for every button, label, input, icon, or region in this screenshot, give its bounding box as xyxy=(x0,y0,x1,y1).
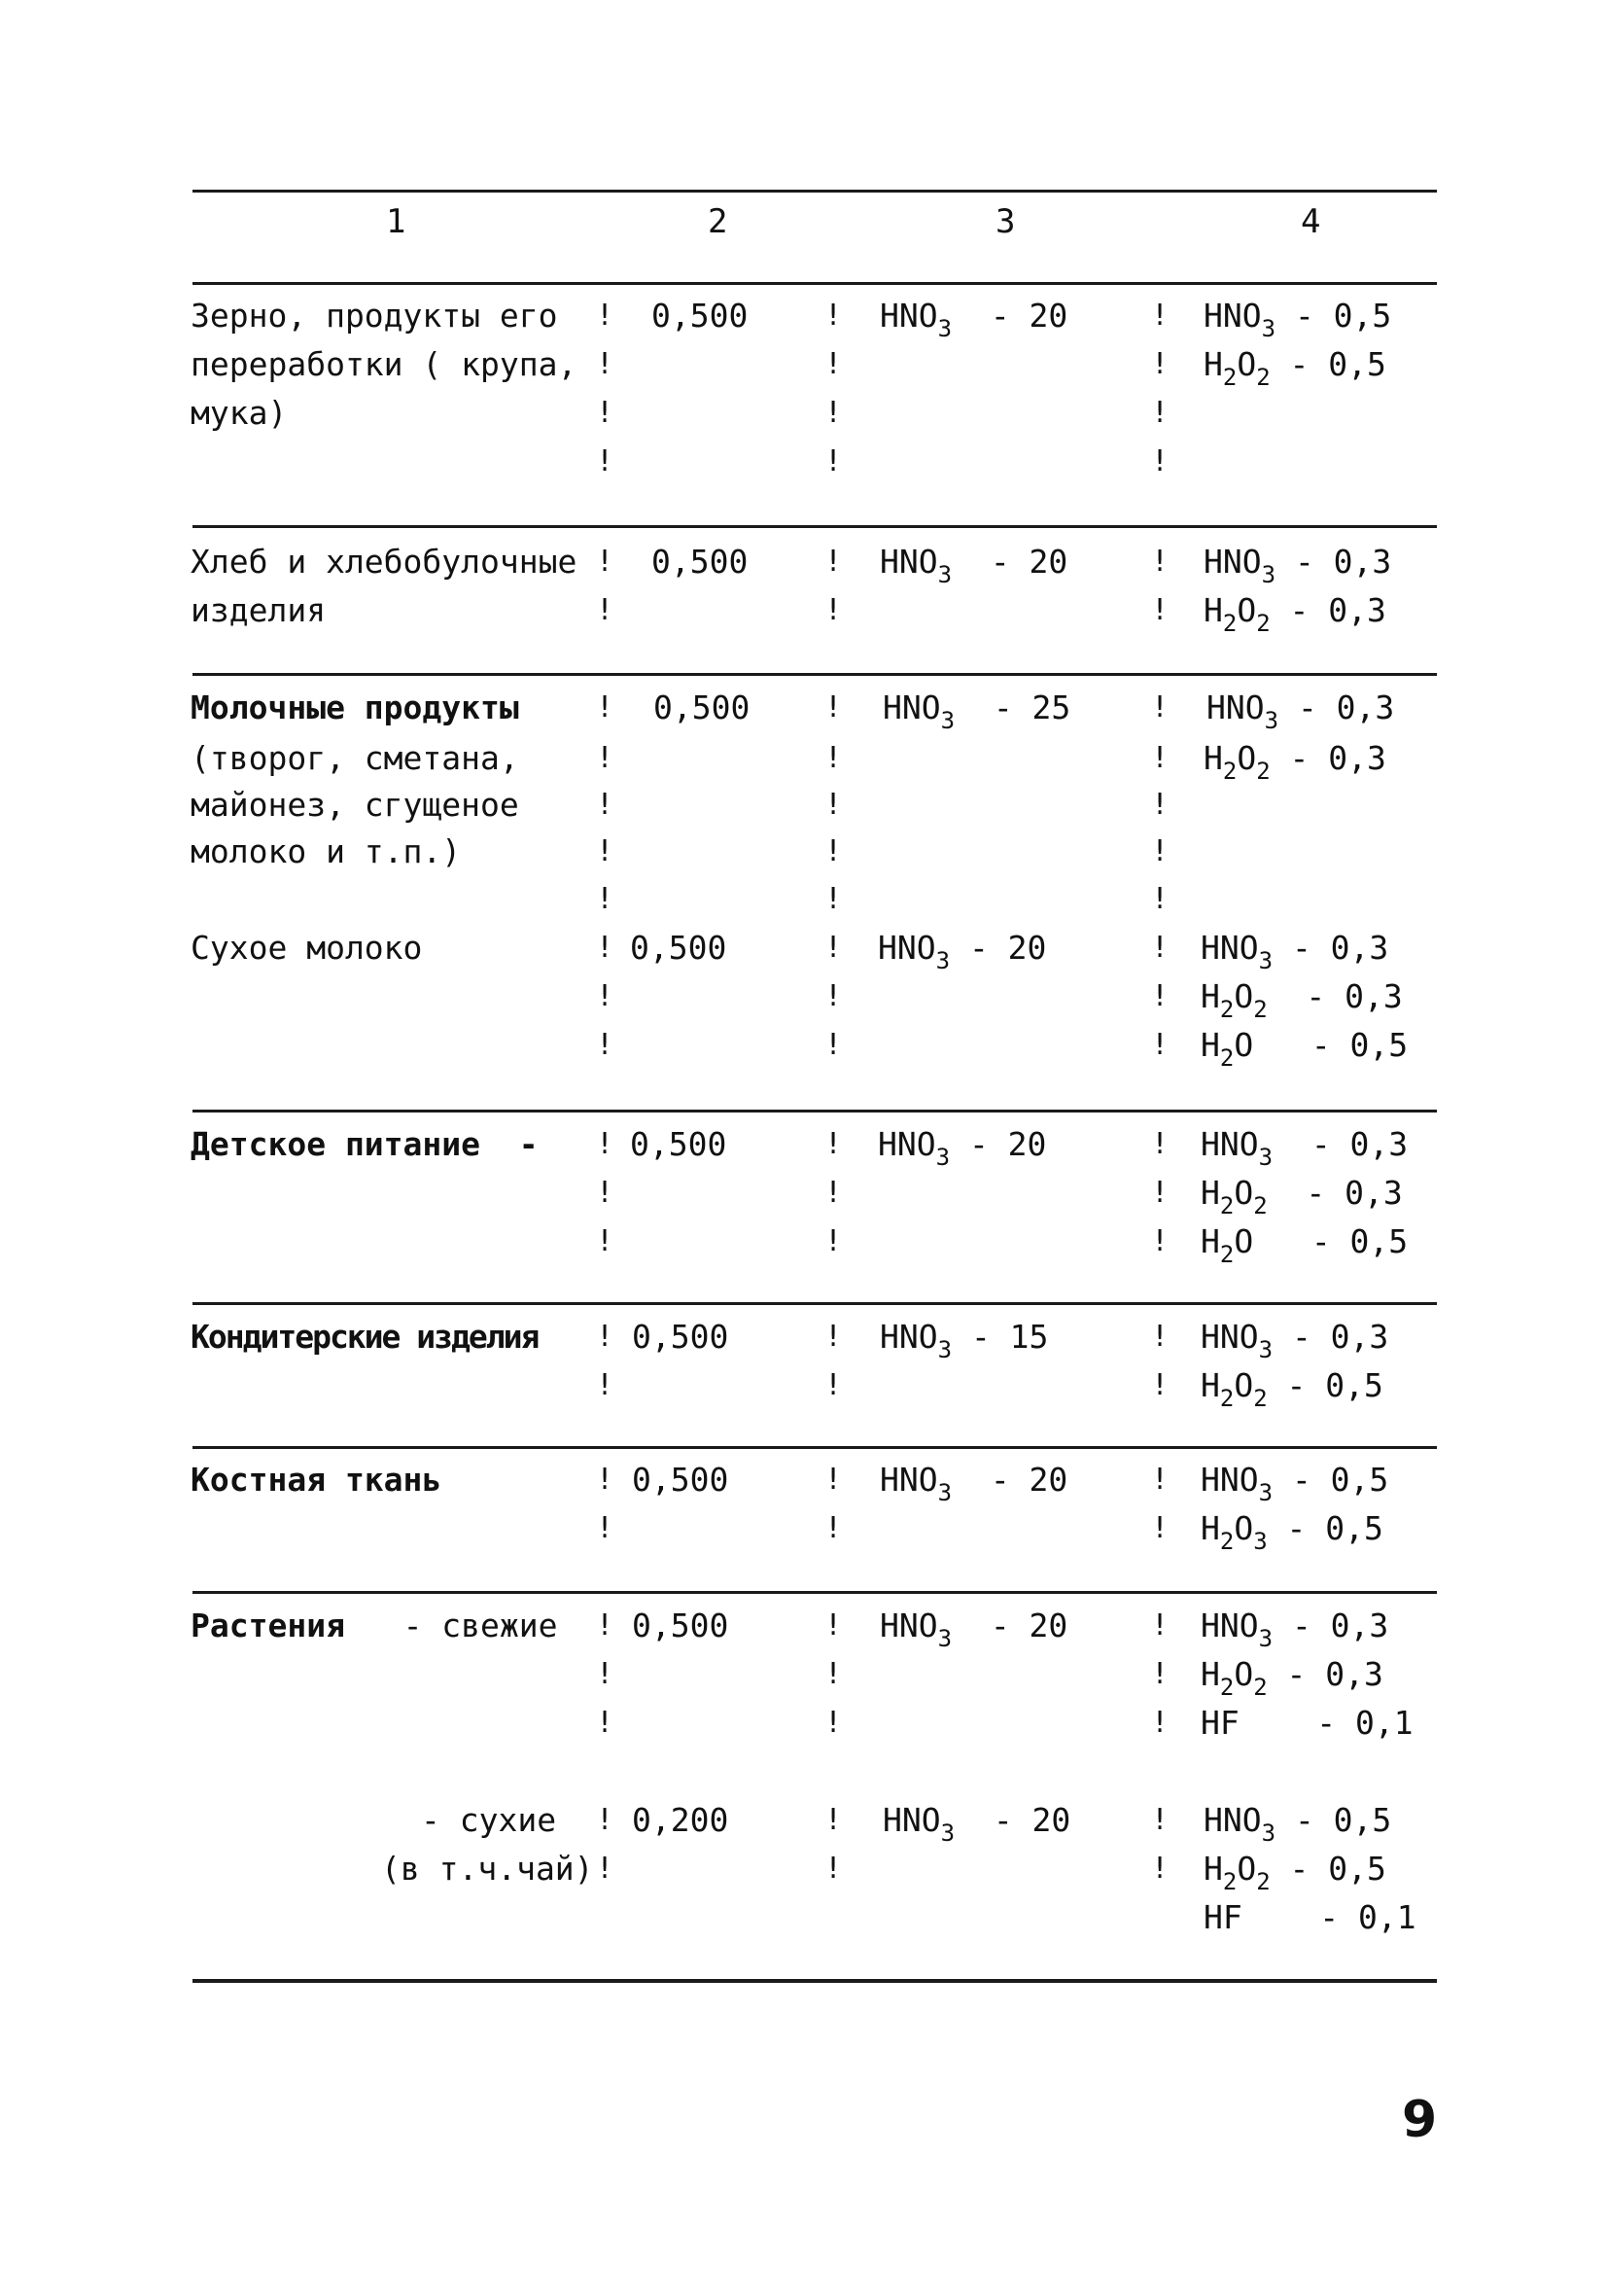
row-name-line: Детское питание - xyxy=(191,1125,539,1163)
column-separator-mark: ! xyxy=(596,882,614,916)
column-separator-mark: ! xyxy=(1151,979,1170,1013)
row-mass: 0,500 xyxy=(630,1125,727,1163)
row-divider xyxy=(192,525,1437,528)
column-separator-mark: ! xyxy=(1151,1706,1170,1740)
row-acid: $HNO_3 - 20$ xyxy=(878,1125,1047,1171)
column-separator-mark: ! xyxy=(824,299,843,333)
row-reagent: $HNO_3 - 0,3$ xyxy=(1201,1607,1389,1652)
column-separator-mark: ! xyxy=(824,1028,843,1062)
column-separator-mark: ! xyxy=(596,396,614,430)
column-separator-mark: ! xyxy=(824,1224,843,1258)
table-bottom-rule xyxy=(192,1979,1437,1983)
column-separator-mark: ! xyxy=(596,1608,614,1643)
column-separator-mark: ! xyxy=(824,882,843,916)
column-separator-mark: ! xyxy=(1151,1028,1170,1062)
column-separator-mark: ! xyxy=(596,1511,614,1545)
row-name-line: - сухие xyxy=(421,1801,557,1839)
column-separator-mark: ! xyxy=(596,347,614,381)
row-mass: 0,500 xyxy=(632,1318,729,1356)
row-name-line: Сухое молоко xyxy=(191,929,423,967)
column-separator-mark: ! xyxy=(1151,299,1170,333)
column-separator-mark: ! xyxy=(824,834,843,868)
row-acid: $HNO_3 - 25$ xyxy=(883,689,1071,734)
row-mass: 0,500 xyxy=(651,297,749,335)
column-separator-mark: ! xyxy=(824,1852,843,1886)
row-mass: 0,200 xyxy=(632,1801,729,1839)
row-reagent: $H_2O$ - 0,5 xyxy=(1201,1222,1409,1268)
column-separator-mark: ! xyxy=(824,545,843,579)
column-separator-mark: ! xyxy=(824,396,843,430)
row-reagent: $HNO_3 - 0,3$ xyxy=(1204,543,1392,588)
column-separator-mark: ! xyxy=(824,593,843,627)
row-reagent: $H_2O_2 - 0,5$ xyxy=(1201,1366,1383,1412)
row-name-line: переработки ( крупа, xyxy=(191,345,577,383)
row-name-line: Хлеб и хлебобулочные xyxy=(191,543,577,581)
row-reagent: $H_2O$ - 0,5 xyxy=(1201,1026,1409,1072)
column-separator-mark: ! xyxy=(1151,396,1170,430)
column-separator-mark: ! xyxy=(824,690,843,724)
column-separator-mark: ! xyxy=(824,1176,843,1210)
column-separator-mark: ! xyxy=(1151,444,1170,478)
column-separator-mark: ! xyxy=(596,1320,614,1354)
row-name-line: (творог, сметана, xyxy=(191,739,519,777)
column-separator-mark: ! xyxy=(1151,788,1170,822)
row-reagent: HF - 0,1 xyxy=(1204,1898,1416,1936)
row-mass: 0,500 xyxy=(630,929,727,967)
column-separator-mark: ! xyxy=(824,741,843,775)
column-separator-mark: ! xyxy=(824,788,843,822)
column-separator-mark: ! xyxy=(824,931,843,965)
column-separator-mark: ! xyxy=(1151,1803,1170,1837)
row-reagent: $HNO_3 - 0,3$ xyxy=(1201,1318,1389,1363)
column-separator-mark: ! xyxy=(596,1803,614,1837)
row-acid: $HNO_3 - 20$ xyxy=(878,929,1047,974)
column-separator-mark: ! xyxy=(1151,1127,1170,1161)
column-separator-mark: ! xyxy=(824,1608,843,1643)
column-separator-mark: ! xyxy=(1151,741,1170,775)
row-reagent: $HNO_3 - 0,5$ xyxy=(1204,1801,1392,1847)
row-reagent: $HNO_3 - 0,3$ xyxy=(1206,689,1395,734)
row-name-line: изделия xyxy=(191,591,327,629)
row-divider xyxy=(192,1302,1437,1305)
row-name-line: Кондитерские изделия xyxy=(191,1318,539,1356)
row-acid: $HNO_3 - 20$ xyxy=(880,1607,1068,1652)
column-separator-mark: ! xyxy=(596,690,614,724)
column-separator-mark: ! xyxy=(824,1463,843,1497)
column-separator-mark: ! xyxy=(596,1176,614,1210)
row-reagent: $H_2O_2 - 0,5$ xyxy=(1204,1850,1386,1895)
row-divider xyxy=(192,1591,1437,1594)
row-mass: 0,500 xyxy=(632,1607,729,1644)
column-separator-mark: ! xyxy=(596,1852,614,1886)
column-separator-mark: ! xyxy=(1151,593,1170,627)
row-acid: $HNO_3 - 20$ xyxy=(883,1801,1071,1847)
column-header-4: 4 xyxy=(1301,202,1321,241)
row-reagent: $H_2O_2 - 0,3$ xyxy=(1201,977,1403,1023)
table-top-rule xyxy=(192,190,1437,193)
column-separator-mark: ! xyxy=(824,1368,843,1402)
row-reagent: $H_2O_3 - 0,5$ xyxy=(1201,1509,1383,1555)
row-name-line: Зерно, продукты его xyxy=(191,297,558,335)
row-mass: 0,500 xyxy=(632,1461,729,1499)
row-divider xyxy=(192,1446,1437,1449)
row-name-line: мука) xyxy=(191,394,288,432)
row-divider xyxy=(192,673,1437,676)
row-reagent: $HNO_3 - 0,3$ xyxy=(1201,1125,1409,1171)
row-divider xyxy=(192,1110,1437,1113)
row-name-line: майонез, сгущеное xyxy=(191,786,519,824)
row-acid: $HNO_3 - 15$ xyxy=(880,1318,1049,1363)
column-separator-mark: ! xyxy=(596,299,614,333)
row-name-line: Растения - свежие xyxy=(191,1607,558,1644)
column-separator-mark: ! xyxy=(1151,1463,1170,1497)
column-separator-mark: ! xyxy=(596,979,614,1013)
column-separator-mark: ! xyxy=(596,545,614,579)
row-reagent: $H_2O_2 - 0,3$ xyxy=(1204,591,1386,637)
column-separator-mark: ! xyxy=(596,931,614,965)
column-separator-mark: ! xyxy=(596,1368,614,1402)
column-separator-mark: ! xyxy=(596,788,614,822)
column-separator-mark: ! xyxy=(1151,545,1170,579)
column-separator-mark: ! xyxy=(1151,347,1170,381)
row-reagent: $HNO_3 - 0,5$ xyxy=(1201,1461,1389,1506)
column-separator-mark: ! xyxy=(1151,1511,1170,1545)
column-separator-mark: ! xyxy=(596,834,614,868)
column-separator-mark: ! xyxy=(596,1224,614,1258)
column-separator-mark: ! xyxy=(824,1320,843,1354)
column-separator-mark: ! xyxy=(1151,1224,1170,1258)
column-separator-mark: ! xyxy=(1151,1608,1170,1643)
column-separator-mark: ! xyxy=(1151,1657,1170,1691)
column-separator-mark: ! xyxy=(596,444,614,478)
column-separator-mark: ! xyxy=(1151,834,1170,868)
column-separator-mark: ! xyxy=(824,979,843,1013)
row-acid: $HNO_3 - 20$ xyxy=(880,297,1068,342)
row-name-line: молоко и т.п.) xyxy=(191,832,462,870)
page-number: 9 xyxy=(1402,2091,1438,2149)
row-acid: $HNO_3 - 20$ xyxy=(880,1461,1068,1506)
column-separator-mark: ! xyxy=(824,1127,843,1161)
column-separator-mark: ! xyxy=(596,1127,614,1161)
column-separator-mark: ! xyxy=(596,1028,614,1062)
row-name-line: (в т.ч.чай) xyxy=(381,1850,594,1888)
column-separator-mark: ! xyxy=(824,444,843,478)
column-separator-mark: ! xyxy=(1151,1320,1170,1354)
header-bottom-rule xyxy=(192,282,1437,285)
column-separator-mark: ! xyxy=(596,1657,614,1691)
row-name-line: Молочные продукты xyxy=(191,689,519,726)
row-acid: $HNO_3 - 20$ xyxy=(880,543,1068,588)
column-header-1: 1 xyxy=(386,202,406,241)
column-separator-mark: ! xyxy=(1151,882,1170,916)
row-mass: 0,500 xyxy=(651,543,749,581)
column-separator-mark: ! xyxy=(596,741,614,775)
row-reagent: $H_2O_2 - 0,3$ xyxy=(1201,1174,1403,1219)
row-mass: 0,500 xyxy=(653,689,751,726)
column-separator-mark: ! xyxy=(596,593,614,627)
column-separator-mark: ! xyxy=(1151,1368,1170,1402)
column-separator-mark: ! xyxy=(1151,690,1170,724)
column-separator-mark: ! xyxy=(824,347,843,381)
column-separator-mark: ! xyxy=(596,1463,614,1497)
column-separator-mark: ! xyxy=(824,1511,843,1545)
column-header-2: 2 xyxy=(708,202,728,241)
row-reagent: $H_2O_2 - 0,3$ xyxy=(1204,739,1386,785)
row-reagent: $HNO_3 - 0,3$ xyxy=(1201,929,1389,974)
column-header-3: 3 xyxy=(996,202,1016,241)
column-separator-mark: ! xyxy=(824,1706,843,1740)
row-reagent: $H_2O_2 - 0,5$ xyxy=(1204,345,1386,391)
column-separator-mark: ! xyxy=(824,1803,843,1837)
column-separator-mark: ! xyxy=(1151,1852,1170,1886)
column-separator-mark: ! xyxy=(1151,931,1170,965)
row-name-line: Костная ткань xyxy=(191,1461,442,1499)
row-reagent: $HNO_3 - 0,5$ xyxy=(1204,297,1392,342)
row-reagent: $H_2O_2 - 0,3$ xyxy=(1201,1655,1383,1701)
column-separator-mark: ! xyxy=(596,1706,614,1740)
column-separator-mark: ! xyxy=(824,1657,843,1691)
column-separator-mark: ! xyxy=(1151,1176,1170,1210)
row-reagent: HF - 0,1 xyxy=(1201,1704,1414,1742)
